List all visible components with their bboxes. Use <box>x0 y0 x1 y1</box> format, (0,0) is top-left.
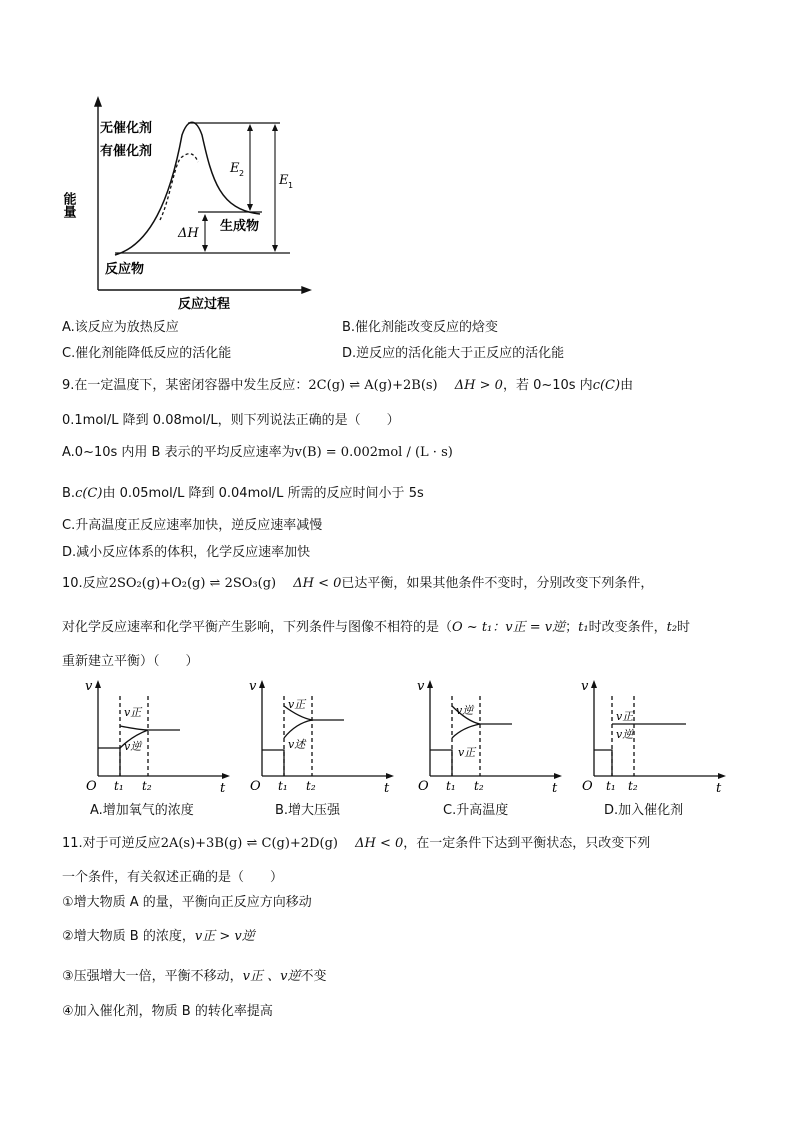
q11-item-3-tail: 不变 <box>300 969 327 984</box>
q11-equation: 2A(s)+3B(g) ⇌ C(g)+2D(g) <box>160 836 338 851</box>
graph-a-v-label: v <box>85 679 93 694</box>
graph-d-equilibrium <box>594 750 612 776</box>
q10-stem-7: 时改变条件， <box>588 620 667 635</box>
q9-stem-1: 9.在一定温度下，某密闭容器中发生反应： <box>62 378 309 393</box>
q9-stem-2: ，若 0~10s 内 <box>502 378 593 393</box>
q10-stem-5: ； <box>565 620 579 635</box>
graph-b-v-rev: v述 <box>288 738 306 751</box>
q9-option-c: C.升高温度正反应速率加快，逆反应速率减慢 <box>62 518 323 533</box>
q10-graph-c <box>414 676 564 796</box>
graph-a-v-fwd: v正 <box>124 706 142 719</box>
q9-stem-line-1 <box>62 378 633 394</box>
q10-stem-line-3: 重新建立平衡）（ ） <box>62 654 199 669</box>
q9-option-d: D.减小反应体系的体积，化学反应速率加快 <box>62 545 311 560</box>
q10-stem-line-2 <box>62 620 690 636</box>
graph-c-v-rev: v逆 <box>456 704 474 717</box>
graph-d-v-fwd: v正 <box>616 710 634 723</box>
q11-item-3-formula: v正 、v逆 <box>242 969 301 984</box>
graph-b-t-label: t <box>384 781 390 796</box>
q11-item-2 <box>62 929 255 945</box>
energy-x-label: 反应过程 <box>178 297 231 312</box>
graph-d-v-label: v <box>581 679 589 694</box>
graph-b-t1: t₁ <box>278 779 288 793</box>
q10-caption-d: D.加入催化剂 <box>604 803 684 818</box>
q9-option-a-formula: v(B) = 0.002mol / (L · s) <box>294 445 453 460</box>
q9-equation: 2C(g) ⇌ A(g)+2B(s) <box>308 378 438 393</box>
graph-b-v-fwd: v正 <box>288 698 306 711</box>
q9-option-a-text: A.0~10s 内用 B 表示的平均反应速率为 <box>62 445 295 460</box>
q11-stem-line-1 <box>62 836 650 852</box>
q8-option-d: D.逆反应的活化能大于正反应的活化能 <box>342 346 565 361</box>
x-axis-arrow <box>302 287 310 293</box>
graph-c-origin: O <box>418 779 429 794</box>
q11-delta-h: ΔH < 0 <box>355 836 404 851</box>
graph-a-origin: O <box>86 779 97 794</box>
graph-a-v-fwd-curve <box>120 726 180 730</box>
graph-c-t-label: t <box>552 781 558 796</box>
q10-equation: 2SO₂(g)+O₂(g) ⇌ 2SO₃(g) <box>108 576 277 591</box>
q9-option-b <box>62 486 424 502</box>
product-label: 生成物 <box>220 219 260 234</box>
q8-option-a: A.该反应为放热反应 <box>62 320 179 335</box>
e2-label: E <box>230 161 240 176</box>
q11-item-2-formula: v正 > v逆 <box>194 929 255 944</box>
q9-option-b-conc: c(C) <box>75 486 103 501</box>
q11-stem-2: ，在一定条件下达到平衡状态，只改变下列 <box>403 836 651 851</box>
q11-item-3 <box>62 969 327 985</box>
q11-item-3-text: ③压强增大一倍，平衡不移动， <box>62 969 243 984</box>
graph-c-t1: t₁ <box>446 779 456 793</box>
graph-c-t2: t₂ <box>474 779 484 793</box>
q10-caption-a: A.增加氧气的浓度 <box>90 803 194 818</box>
graph-b-v-label: v <box>249 679 257 694</box>
graph-a-t1: t₁ <box>114 779 124 793</box>
q11-item-2-text: ②增大物质 B 的浓度， <box>62 929 195 944</box>
q10-stem-2: 已达平衡，如果其他条件不变时，分别改变下列条件， <box>341 576 654 591</box>
q10-graph-b <box>246 676 396 796</box>
q8-option-b: B.催化剂能改变反应的焓变 <box>342 320 499 335</box>
graph-d-origin: O <box>582 779 593 794</box>
graph-a-equilibrium <box>98 748 120 776</box>
graph-a-t-label: t <box>220 781 226 796</box>
graph-b-t2: t₂ <box>306 779 316 793</box>
q10-caption-b: B.增大压强 <box>275 803 341 818</box>
q11-item-4: ④加入催化剂，物质 B 的转化率提高 <box>62 1004 273 1019</box>
reactant-label: 反应物 <box>105 262 145 277</box>
delta-h-label: ΔH <box>178 226 199 241</box>
graph-c-equilibrium <box>430 750 452 776</box>
graph-b-v-rev-curve <box>284 720 312 738</box>
q10-delta-h: ΔH < 0 <box>293 576 342 591</box>
q10-stem-1: 10.反应 <box>62 576 109 591</box>
graph-c-v-fwd: v正 <box>458 746 476 759</box>
catalyzed-curve <box>160 154 198 220</box>
q9-stem-line-2: 0.1mol/L 降到 0.08mol/L，则下列说法正确的是（ ） <box>62 413 400 428</box>
graph-b-origin: O <box>250 779 261 794</box>
graph-d-v-rev: v逆 <box>616 728 634 741</box>
energy-y-label: 能量 <box>60 192 76 218</box>
graph-d-t2: t₂ <box>628 779 638 793</box>
q10-stem-3: 对化学反应速率和化学平衡产生影响，下列条件与图像不相符的是（ <box>62 620 453 635</box>
q10-graph-d <box>578 676 728 796</box>
energy-diagram <box>60 90 320 312</box>
q8-option-c: C.催化剂能降低反应的活化能 <box>62 346 232 361</box>
q9-stem-3: 由 <box>620 378 634 393</box>
q9-conc-c: c(C) <box>592 378 621 393</box>
graph-d-t-label: t <box>716 781 722 796</box>
with-catalyst-label: 有催化剂 <box>100 144 153 159</box>
e1-label: E <box>279 173 289 188</box>
no-catalyst-label: 无催化剂 <box>100 121 153 136</box>
q11-stem-line-2: 一个条件，有关叙述正确的是（ ） <box>62 870 284 885</box>
q10-stem-9: 时 <box>677 620 691 635</box>
y-axis-arrow <box>95 98 101 106</box>
e1-subscript: 1 <box>288 181 294 190</box>
graph-c-v-fwd-curve <box>452 724 480 738</box>
graph-d-t1: t₁ <box>606 779 616 793</box>
q11-item-1: ①增大物质 A 的量，平衡向正反应方向移动 <box>62 895 312 910</box>
q11-stem-1: 11.对于可逆反应 <box>62 836 161 851</box>
q10-stem-6: t₁ <box>578 620 589 635</box>
q9-delta-h: ΔH > 0 <box>454 378 503 393</box>
q10-graph-a <box>82 676 232 796</box>
graph-c-v-label: v <box>417 679 425 694</box>
graph-a-t2: t₂ <box>142 779 152 793</box>
graph-a-v-rev: v逆 <box>124 740 142 753</box>
graph-b-equilibrium <box>262 750 284 776</box>
q10-caption-c: C.升高温度 <box>443 803 509 818</box>
q9-option-a <box>62 445 453 461</box>
q10-stem-4: O ~ t₁：v正 = v逆 <box>452 620 566 635</box>
q9-option-b-text: 由 0.05mol/L 降到 0.04mol/L 所需的反应时间小于 5s <box>102 486 424 501</box>
q10-stem-line-1 <box>62 576 653 592</box>
q9-option-b-prefix: B. <box>62 486 76 501</box>
q10-stem-8: t₂ <box>666 620 678 635</box>
e2-subscript: 2 <box>239 169 245 178</box>
